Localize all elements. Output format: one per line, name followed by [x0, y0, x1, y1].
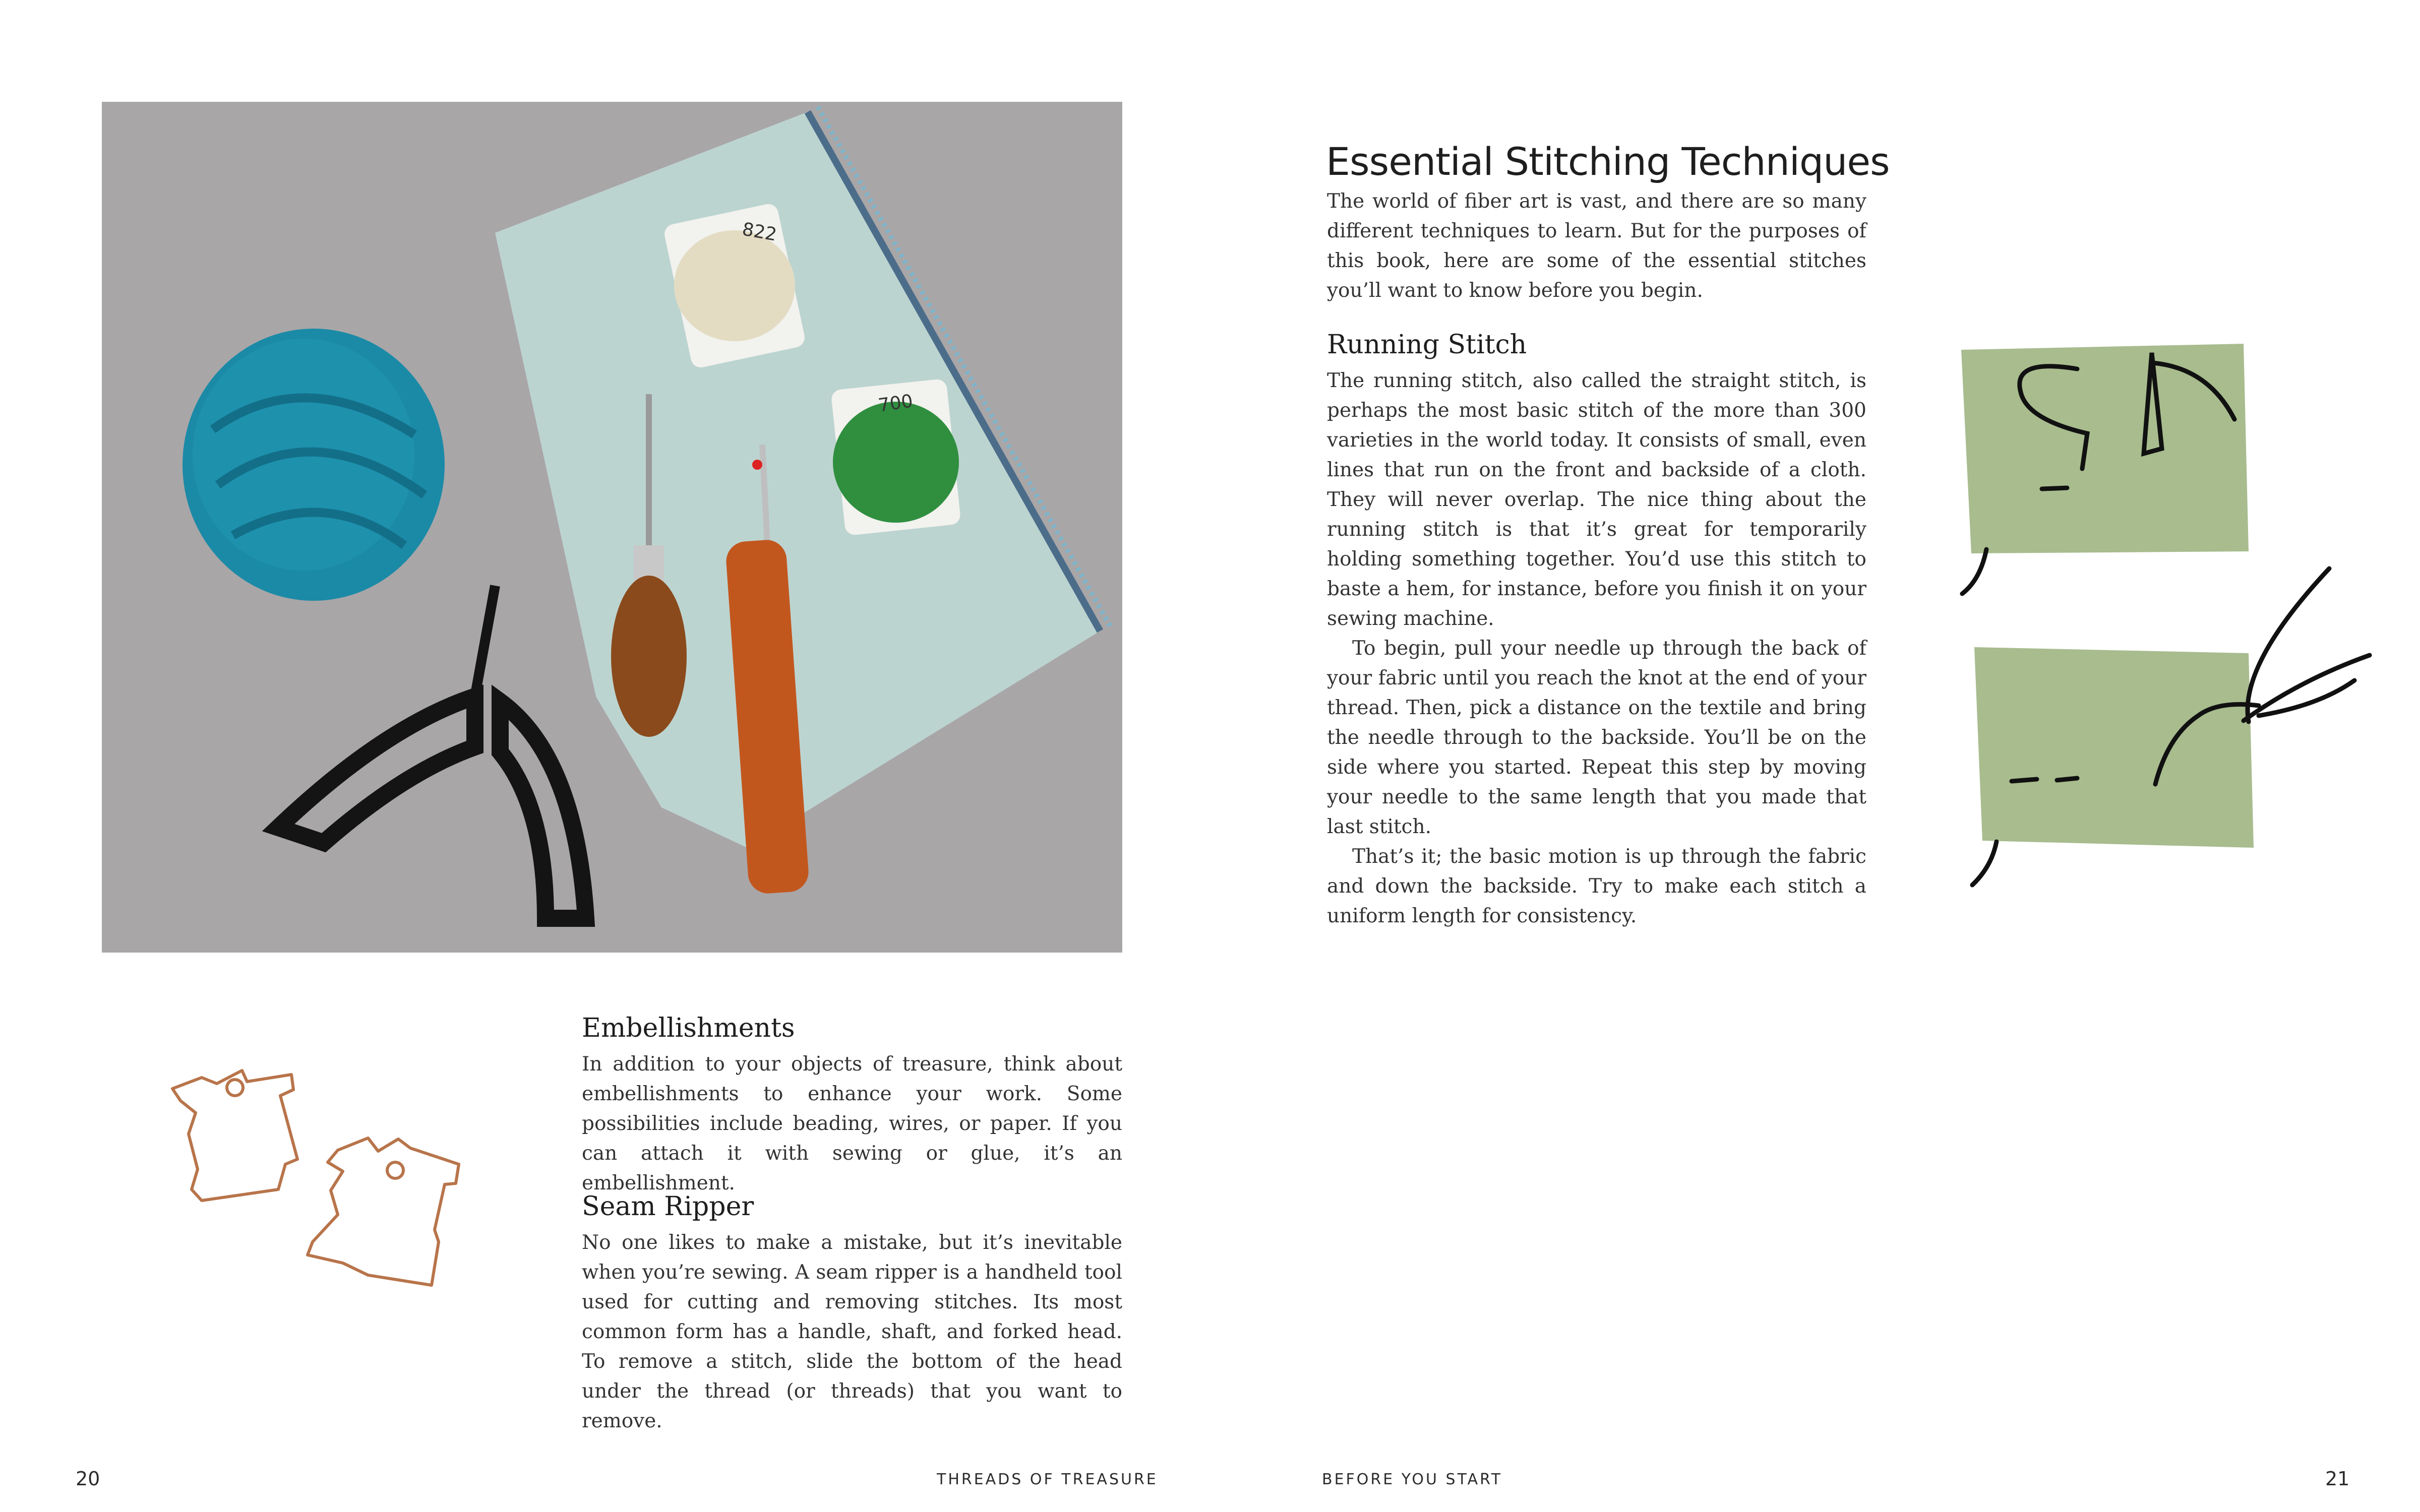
embellishments-body	[582, 1049, 1122, 1198]
page-number-right: 21	[2325, 1468, 2350, 1490]
seam-ripper-body	[582, 1228, 1122, 1436]
running-stitch-paragraph-3: That’s it; the basic motion is up through the fabric and down the backside. Try to make each stitch a uniform length for consistency.	[1327, 845, 1866, 927]
intro-text	[1327, 186, 1866, 305]
bobbin-number-700: 700	[877, 391, 915, 416]
embellishments-paragraph: In addition to your objects of treasure, think about embellishments to enhance your work. Some possibilities include beading, wires, or paper. If you can attach it with sewing or glue, it’s an embellishment.	[582, 1053, 1122, 1194]
intro-paragraph: The world of fiber art is vast, and there are so many different techniques to learn. But for the purposes of this book, here are some of the essential stitches you’ll want to know before you begin.	[1327, 190, 1866, 302]
running-stitch-heading: Running Stitch	[1327, 330, 1527, 360]
seam-ripper-paragraph: No one likes to make a mistake, but it’s inevitable when you’re sewing. A seam ripper is a handheld tool used for cutting and removing stitches. Its most common form has a handle, shaft, and forked head. To remove a stitch, slide the bottom of the head under the thread (or threads) that you want to remove.	[582, 1231, 1122, 1432]
running-stitch-illustration	[1956, 333, 2390, 902]
running-stitch-paragraph-2: To begin, pull your needle up through the back of your fabric until you reach the knot at the end of your thread. Then, pick a distance on the textile and bring the needle through to the backside. You’ll be on the side where you started. Repeat this step by moving your needle to the same length that you made that last stitch.	[1327, 637, 1866, 838]
floss-bobbin-icon	[166, 1063, 469, 1315]
running-head-left: THREADS OF TREASURE	[937, 1471, 1158, 1488]
tools-photo	[102, 102, 1122, 953]
page-title: Essential Stitching Techniques	[1326, 139, 1890, 184]
page-number-left: 20	[76, 1468, 100, 1490]
running-head-right: BEFORE YOU START	[1322, 1471, 1503, 1488]
bobbin-number-822: 822	[740, 219, 778, 245]
seam-ripper-heading: Seam Ripper	[582, 1191, 754, 1222]
running-stitch-body	[1327, 366, 1866, 931]
embellishments-heading: Embellishments	[582, 1013, 795, 1043]
running-stitch-paragraph-1: The running stitch, also called the straight stitch, is perhaps the most basic stitch of the more than 300 varieties in the world today. It consists of small, even lines that run on the front and backside of a cloth. They will never overlap. The nice thing about the running stitch is that it’s great for temporarily holding something together. You’d use this stitch to baste a hem, for instance, before you finish it on your sewing machine.	[1327, 369, 1866, 630]
